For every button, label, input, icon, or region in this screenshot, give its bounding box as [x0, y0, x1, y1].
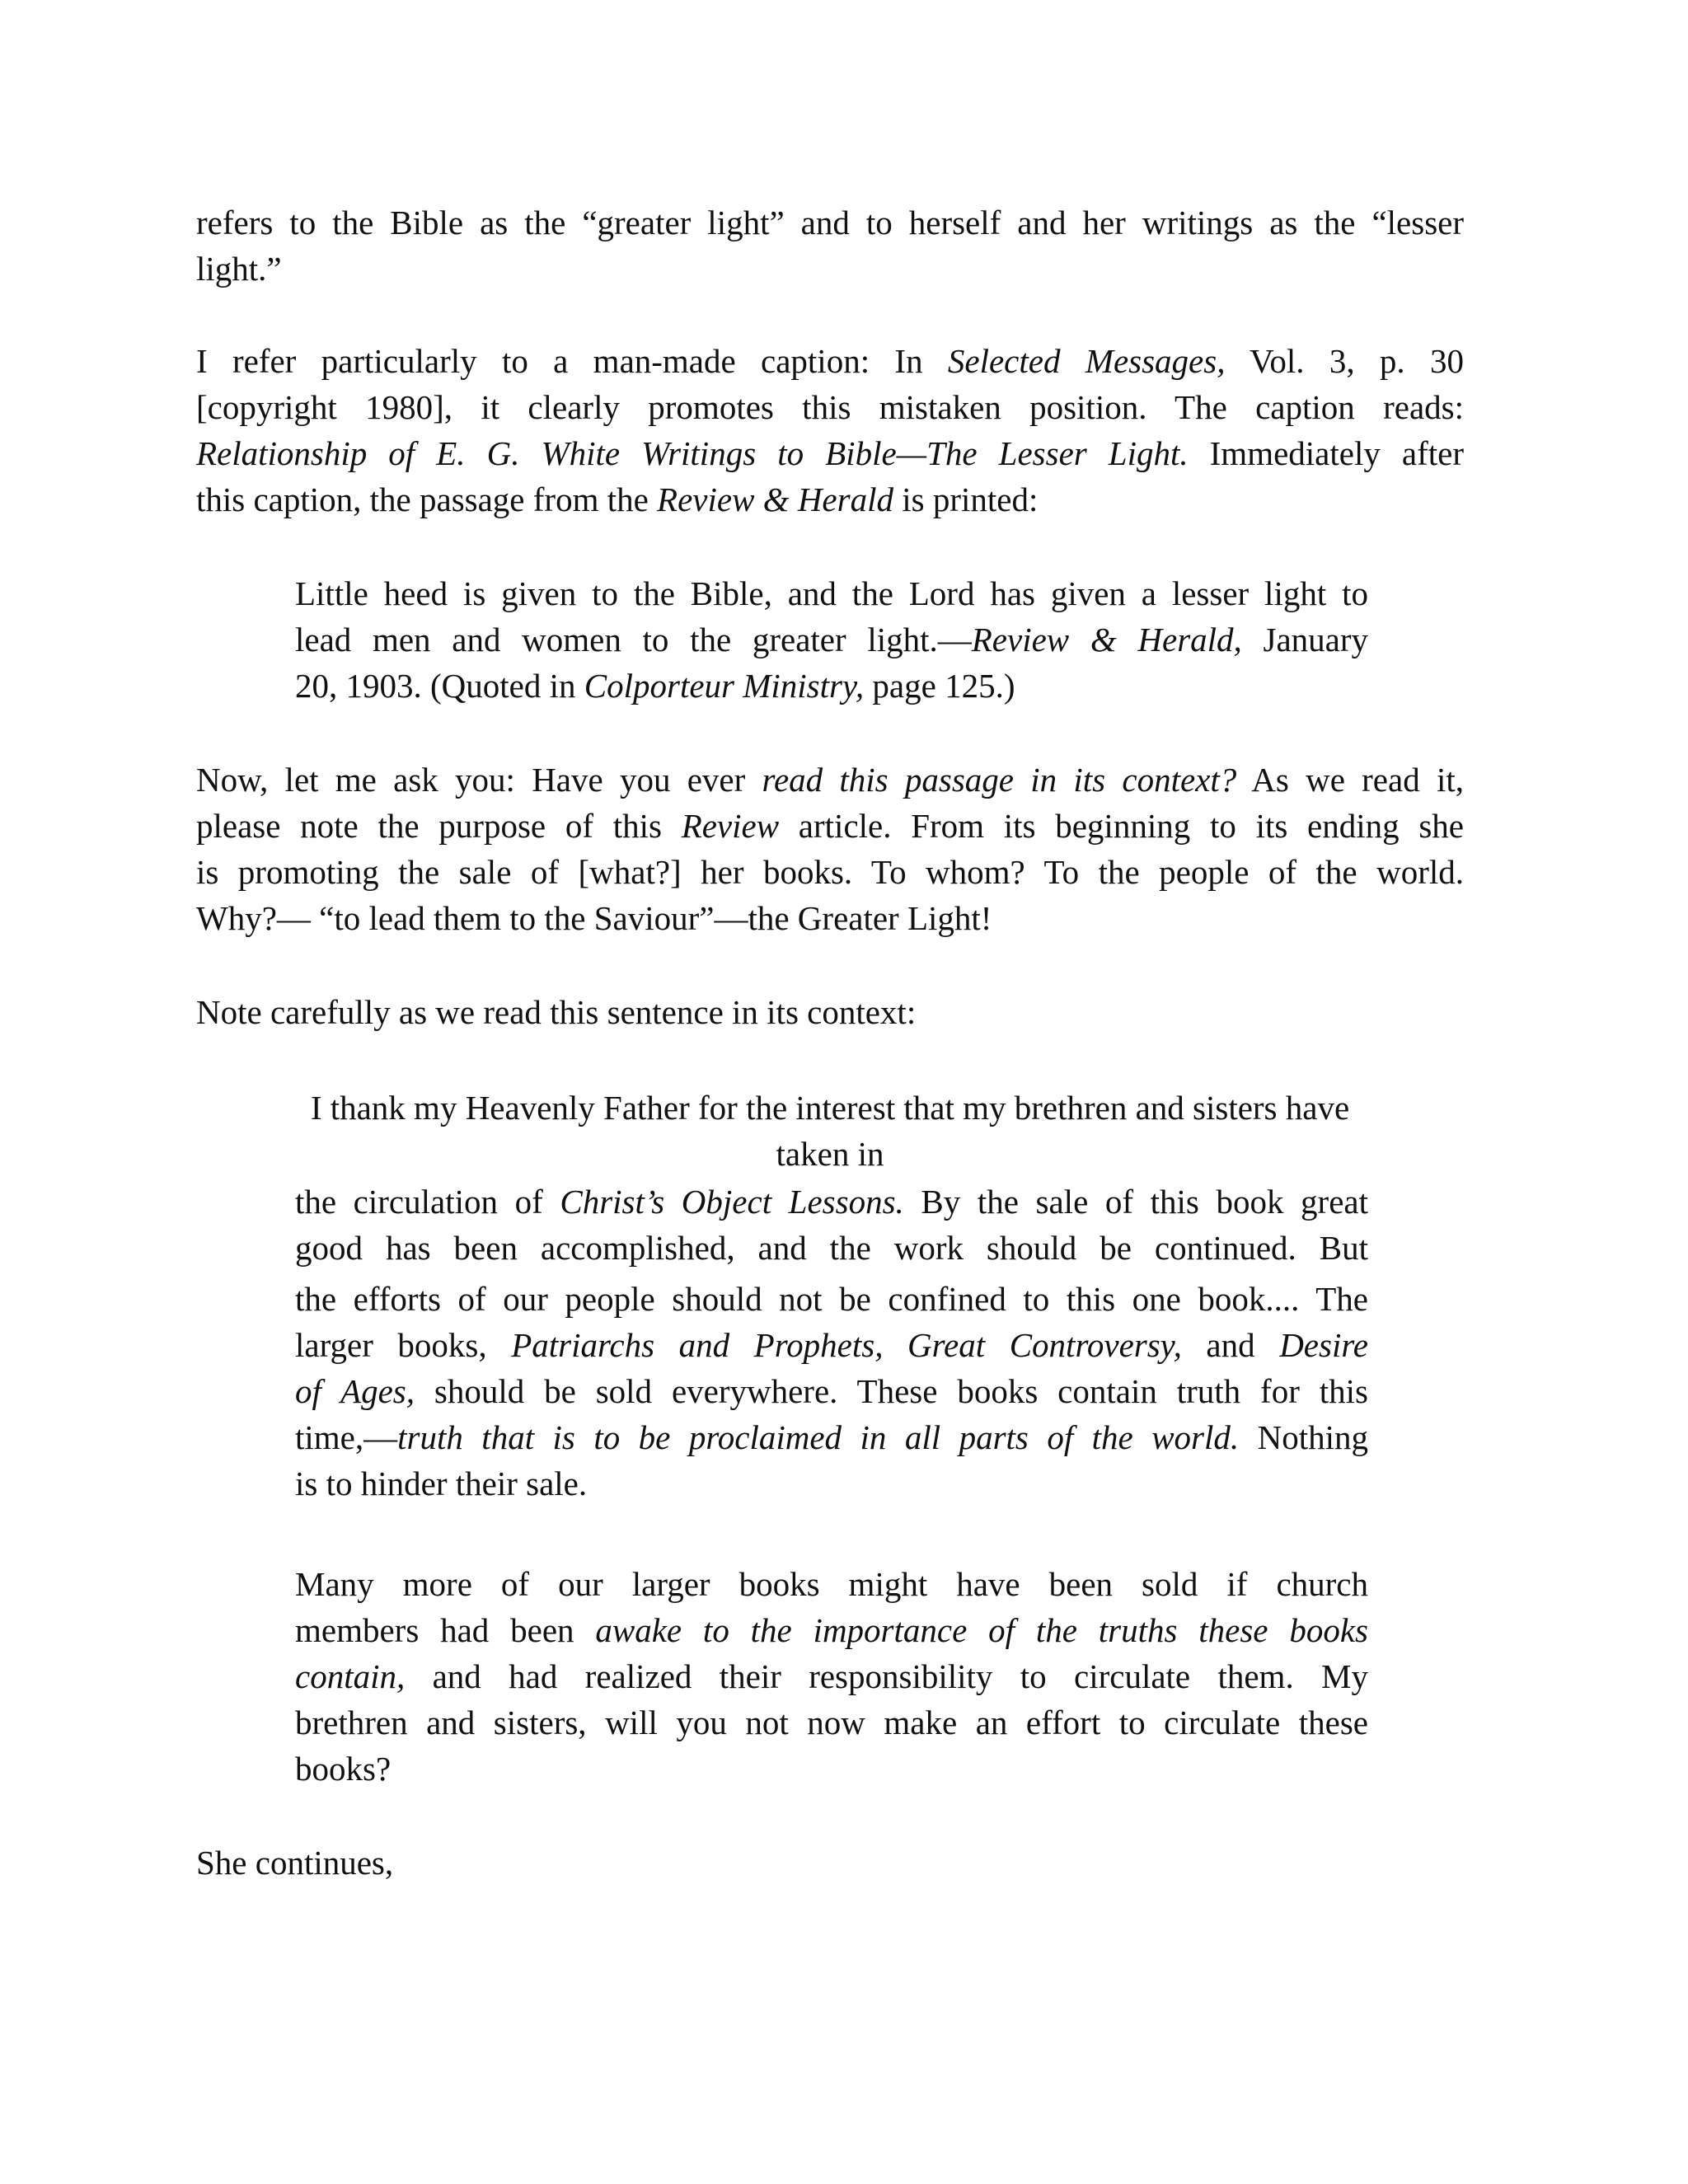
quote-line: I thank my Heavenly Father for the interest that my brethren and sisters have [310, 1089, 1350, 1127]
paragraph-line: is promoting the sale of [what?] her books. To whom? To the people of the world. [196, 853, 1464, 891]
block-quote-2-intro [196, 1085, 1464, 1177]
block-quote-1 [295, 570, 1368, 709]
paragraph-1 [196, 199, 1464, 292]
paragraph-line: Relationship of E. G. White Writings to Bible—The Lesser Light. Immediately after [196, 434, 1464, 472]
paragraph-line: this caption, the passage from the Review & Herald is printed: [196, 480, 1039, 518]
quote-line: time,—truth that is to be proclaimed in all parts of the world. Nothing [295, 1418, 1368, 1456]
paragraph-line: please note the purpose of this Review article. From its beginning to its ending she [196, 807, 1464, 845]
paragraph-5 [196, 1840, 1464, 1886]
quote-line: taken in [776, 1135, 884, 1173]
quote-line: larger books, Patriarchs and Prophets, Great Controversy, and Desire [295, 1326, 1368, 1364]
quote-line: books? [295, 1750, 392, 1788]
quote-line: is to hinder their sale. [295, 1465, 588, 1502]
block-quote-2 [295, 1179, 1368, 1507]
quote-line: good has been accomplished, and the work should be continued. But [295, 1229, 1368, 1267]
paragraph-line: Note carefully as we read this sentence in its context: [196, 993, 917, 1031]
quote-line: contain, and had realized their responsibility to circulate them. My [295, 1657, 1368, 1695]
paragraph-2 [196, 338, 1464, 523]
quote-line: Little heed is given to the Bible, and the Lord has given a lesser light to [295, 574, 1368, 612]
paragraph-line: I refer particularly to a man-made caption: In Selected Messages, Vol. 3, p. 30 [196, 342, 1464, 380]
paragraph-line: refers to the Bible as the “greater light” and to herself and her writings as the “lesser [196, 204, 1464, 241]
paragraph-line: [copyright 1980], it clearly promotes this mistaken position. The caption reads: [196, 388, 1464, 426]
paragraph-line: She continues, [196, 1844, 394, 1882]
paragraph-line: Why?— “to lead them to the Saviour”—the Greater Light! [196, 899, 992, 937]
paragraph-line: Now, let me ask you: Have you ever read this passage in its context? As we read it, [196, 761, 1464, 799]
paragraph-3 [196, 757, 1464, 941]
quote-line: Many more of our larger books might have been sold if church [295, 1565, 1368, 1603]
quote-line: members had been awake to the importance of the truths these books [295, 1611, 1368, 1649]
block-quote-3 [295, 1561, 1368, 1792]
quote-line: lead men and women to the greater light.—Review & Herald, January [295, 621, 1369, 658]
quote-line: the efforts of our people should not be confined to this one book.... The [295, 1280, 1368, 1318]
quote-line: brethren and sisters, will you not now make an effort to circulate these [295, 1704, 1368, 1741]
quote-line: the circulation of Christ’s Object Lessons. By the sale of this book great [295, 1183, 1368, 1221]
paragraph-line: light.” [196, 250, 282, 288]
quote-line: of Ages, should be sold everywhere. These books contain truth for this [295, 1372, 1368, 1410]
paragraph-4 [196, 989, 1464, 1035]
quote-line: 20, 1903. (Quoted in Colporteur Ministry, page 125.) [295, 667, 1015, 705]
